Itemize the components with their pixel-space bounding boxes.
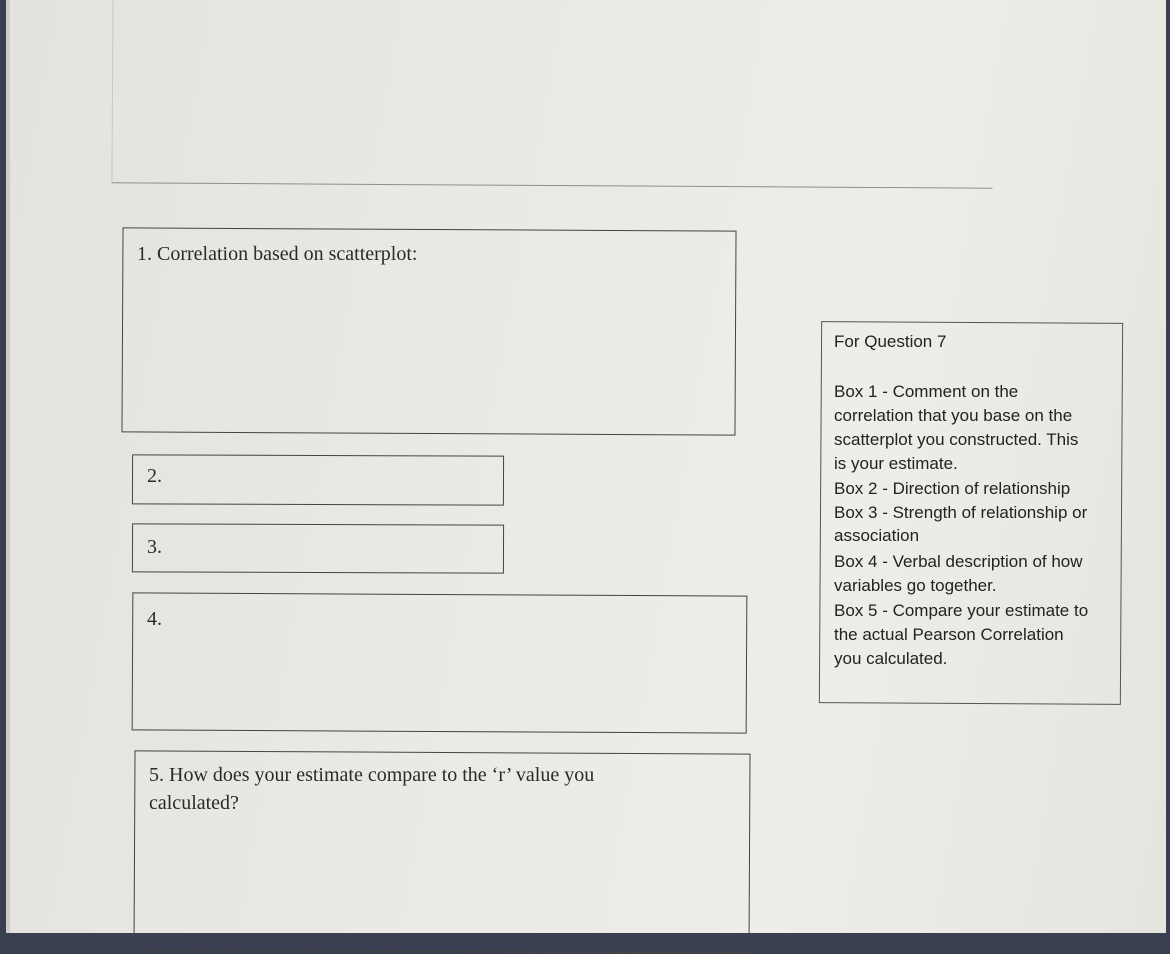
instructions-title: For Question 7 (834, 332, 947, 351)
question-5-line-1: 5. How does your estimate compare to the ‘r’ value you (149, 764, 595, 786)
answer-box-3 (132, 523, 504, 573)
instruction-line: you calculated. (834, 649, 948, 668)
page-edge (6, 0, 10, 933)
answer-box-2 (132, 454, 504, 505)
question-4-label: 4. (147, 608, 162, 630)
question-1-label: 1. Correlation based on scatterplot: (137, 243, 418, 265)
question-3-label: 3. (147, 536, 162, 558)
instruction-line: Box 5 - Compare your estimate to (834, 601, 1089, 620)
question-2-label: 2. (147, 465, 162, 487)
instruction-line: Box 4 - Verbal description of how (834, 552, 1083, 571)
instruction-line: Box 1 - Comment on the (834, 382, 1019, 401)
instruction-line: correlation that you base on the (834, 406, 1073, 425)
question-5-line-2: calculated? (149, 792, 239, 814)
top-answer-box (111, 0, 993, 189)
instruction-line: scatterplot you constructed. This (834, 430, 1079, 449)
instruction-line: Box 3 - Strength of relationship or (834, 503, 1088, 522)
instruction-line: is your estimate. (834, 454, 958, 473)
instruction-line: the actual Pearson Correlation (834, 625, 1064, 644)
answer-box-4 (132, 592, 748, 733)
instruction-line: variables go together. (834, 576, 997, 595)
instruction-line: Box 2 - Direction of relationship (834, 479, 1071, 498)
instruction-line: association (834, 526, 920, 545)
worksheet-page (6, 0, 1166, 933)
